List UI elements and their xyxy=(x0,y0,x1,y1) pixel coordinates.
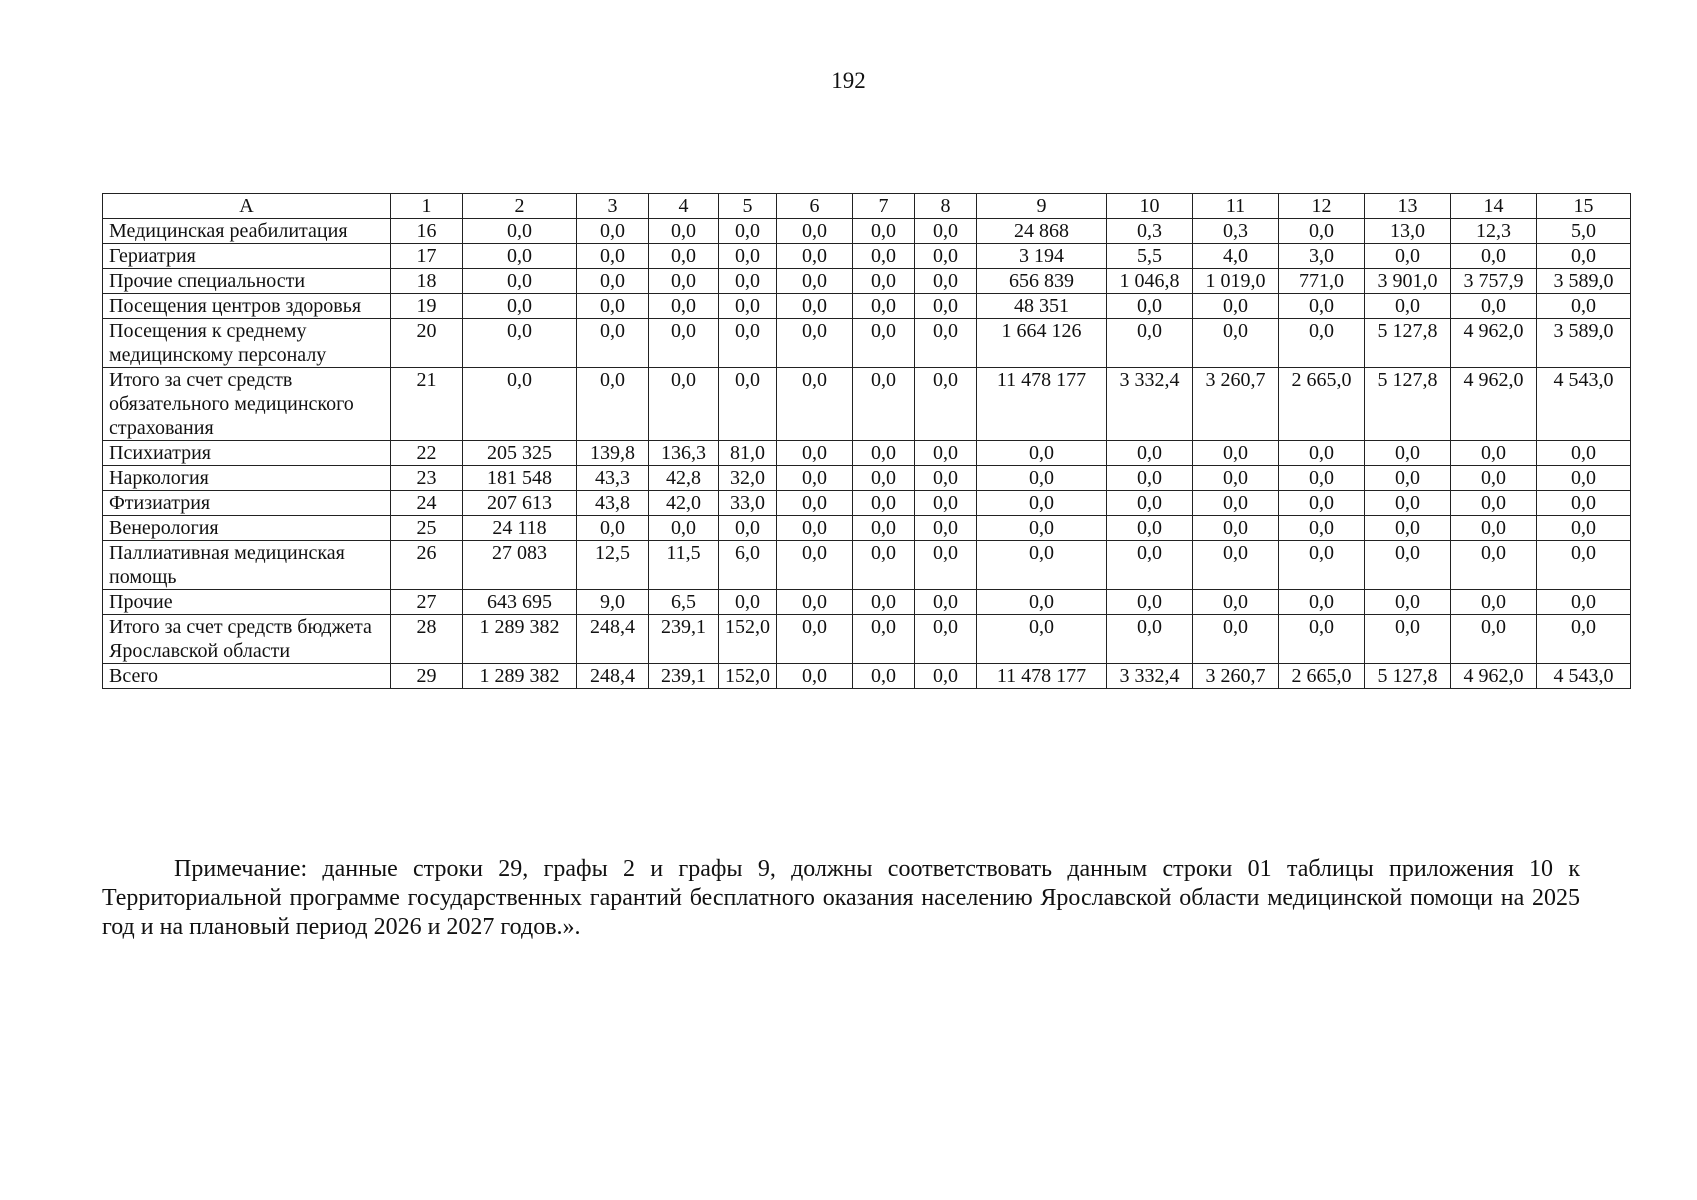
table-cell: 0,0 xyxy=(719,294,777,319)
table-cell: 0,0 xyxy=(1537,516,1631,541)
row-label-cell: Итого за счет средств бюджета Ярославской области xyxy=(103,615,391,664)
table-cell: 3 757,9 xyxy=(1451,269,1537,294)
table-cell: 0,0 xyxy=(853,269,915,294)
table-cell: 12,3 xyxy=(1451,219,1537,244)
table-cell: 15 xyxy=(1537,194,1631,219)
table-row xyxy=(103,269,1631,294)
table-cell: 28 xyxy=(391,615,463,664)
table-cell: 12,5 xyxy=(577,541,649,590)
table-cell: 0,0 xyxy=(777,441,853,466)
table-cell: 3 589,0 xyxy=(1537,319,1631,368)
table-row xyxy=(103,441,1631,466)
table-cell: 0,0 xyxy=(777,294,853,319)
table-row xyxy=(103,516,1631,541)
table-cell: 0,0 xyxy=(649,516,719,541)
table-cell: 0,0 xyxy=(1279,441,1365,466)
table-cell: 0,0 xyxy=(1107,441,1193,466)
table-cell: 0,0 xyxy=(463,219,577,244)
table-cell: 0,0 xyxy=(463,294,577,319)
table-cell: 0,0 xyxy=(915,516,977,541)
table-cell: 0,0 xyxy=(577,319,649,368)
table-cell: 0,0 xyxy=(777,244,853,269)
table-cell: 0,0 xyxy=(1365,441,1451,466)
table-cell: 0,0 xyxy=(649,319,719,368)
table-cell: 1 046,8 xyxy=(1107,269,1193,294)
table-cell: 656 839 xyxy=(977,269,1107,294)
table-cell: 0,0 xyxy=(777,590,853,615)
table-cell: 3 332,4 xyxy=(1107,368,1193,441)
table-cell: 1 xyxy=(391,194,463,219)
table-cell: 0,0 xyxy=(853,319,915,368)
table-cell: 0,0 xyxy=(1451,294,1537,319)
table-cell: 248,4 xyxy=(577,664,649,689)
table-row xyxy=(103,590,1631,615)
table-cell: 0,0 xyxy=(577,244,649,269)
table-cell: 6 xyxy=(777,194,853,219)
table-cell: 0,3 xyxy=(1107,219,1193,244)
table-cell: 771,0 xyxy=(1279,269,1365,294)
table-cell: 4 962,0 xyxy=(1451,319,1537,368)
table-cell: 9,0 xyxy=(577,590,649,615)
table-cell: 17 xyxy=(391,244,463,269)
table-cell: 0,0 xyxy=(1279,590,1365,615)
table-cell: 0,0 xyxy=(915,269,977,294)
row-label-cell: Итого за счет средств обязательного медицинского страхования xyxy=(103,368,391,441)
table-cell: 1 664 126 xyxy=(977,319,1107,368)
table-cell: 3 260,7 xyxy=(1193,664,1279,689)
table-cell: 0,0 xyxy=(853,541,915,590)
table-cell: 24 868 xyxy=(977,219,1107,244)
table-cell: 0,0 xyxy=(719,319,777,368)
row-label-cell: Посещения центров здоровья xyxy=(103,294,391,319)
table-cell: 5 127,8 xyxy=(1365,368,1451,441)
table-cell: 18 xyxy=(391,269,463,294)
table-cell: 27 xyxy=(391,590,463,615)
table-cell: 0,0 xyxy=(977,590,1107,615)
table-cell: 0,0 xyxy=(1451,590,1537,615)
table-cell: 205 325 xyxy=(463,441,577,466)
table-cell: 0,0 xyxy=(777,219,853,244)
table-cell: 181 548 xyxy=(463,466,577,491)
table-cell: 5 xyxy=(719,194,777,219)
table-cell: 5,5 xyxy=(1107,244,1193,269)
table-cell: 24 118 xyxy=(463,516,577,541)
table-cell: 0,0 xyxy=(1107,466,1193,491)
table-cell: 0,0 xyxy=(915,541,977,590)
table-cell: 0,0 xyxy=(649,219,719,244)
table-cell: 0,0 xyxy=(1193,516,1279,541)
table-cell: 0,0 xyxy=(1451,491,1537,516)
table-cell: 0,0 xyxy=(1279,516,1365,541)
table-cell: 0,0 xyxy=(977,466,1107,491)
header-row xyxy=(103,194,1631,219)
table-cell: 0,0 xyxy=(719,219,777,244)
table-cell: 3 xyxy=(577,194,649,219)
table-cell: 2 xyxy=(463,194,577,219)
table-row xyxy=(103,319,1631,368)
table-cell: 3,0 xyxy=(1279,244,1365,269)
table-cell: 152,0 xyxy=(719,664,777,689)
table-cell: 0,0 xyxy=(1193,319,1279,368)
table-cell: 0,0 xyxy=(577,269,649,294)
table-cell: 0,0 xyxy=(1537,615,1631,664)
table-cell: 239,1 xyxy=(649,615,719,664)
table-cell: 152,0 xyxy=(719,615,777,664)
table-cell: 0,0 xyxy=(1193,541,1279,590)
table-cell: 25 xyxy=(391,516,463,541)
table-cell: 0,0 xyxy=(853,294,915,319)
table-cell: 0,0 xyxy=(1107,294,1193,319)
table-cell: 3 901,0 xyxy=(1365,269,1451,294)
table-row xyxy=(103,541,1631,590)
table-cell: 0,0 xyxy=(1193,615,1279,664)
table-cell: 0,0 xyxy=(719,516,777,541)
table-cell: 0,0 xyxy=(649,294,719,319)
table-cell: 5,0 xyxy=(1537,219,1631,244)
table-cell: 0,0 xyxy=(1107,590,1193,615)
table-cell: 0,0 xyxy=(915,294,977,319)
table-cell: 29 xyxy=(391,664,463,689)
table-cell: 0,0 xyxy=(853,516,915,541)
table-cell: 0,0 xyxy=(1279,219,1365,244)
table-cell: 0,0 xyxy=(853,590,915,615)
table-cell: 43,8 xyxy=(577,491,649,516)
table-cell: 0,0 xyxy=(577,294,649,319)
table-cell: 1 019,0 xyxy=(1193,269,1279,294)
table-cell: 0,0 xyxy=(853,368,915,441)
table-cell: 0,0 xyxy=(719,244,777,269)
table-cell: 0,0 xyxy=(915,219,977,244)
table-cell: 48 351 xyxy=(977,294,1107,319)
table-cell: 7 xyxy=(853,194,915,219)
table-row xyxy=(103,466,1631,491)
table-cell: 42,0 xyxy=(649,491,719,516)
row-label-cell: Прочие xyxy=(103,590,391,615)
table-cell: 0,0 xyxy=(1365,491,1451,516)
table-cell: 0,0 xyxy=(853,219,915,244)
table-cell: 12 xyxy=(1279,194,1365,219)
table-cell: 0,0 xyxy=(1365,615,1451,664)
table-row xyxy=(103,294,1631,319)
table-cell: 0,0 xyxy=(977,491,1107,516)
table-cell: 0,0 xyxy=(915,466,977,491)
table-cell: 0,0 xyxy=(977,516,1107,541)
table-cell: 0,0 xyxy=(915,368,977,441)
row-label-cell: Психиатрия xyxy=(103,441,391,466)
table-cell: 10 xyxy=(1107,194,1193,219)
table-cell: 0,0 xyxy=(719,590,777,615)
table-cell: 0,0 xyxy=(719,269,777,294)
table-cell: 43,3 xyxy=(577,466,649,491)
row-label-cell: Всего xyxy=(103,664,391,689)
table-cell: 0,0 xyxy=(777,269,853,294)
table-cell: 0,0 xyxy=(1451,516,1537,541)
table-cell: 0,0 xyxy=(1193,441,1279,466)
table-cell: 0,0 xyxy=(463,368,577,441)
table-cell: 0,0 xyxy=(1365,516,1451,541)
table-cell: 0,0 xyxy=(915,615,977,664)
table-cell: 643 695 xyxy=(463,590,577,615)
table-cell: 23 xyxy=(391,466,463,491)
table-row xyxy=(103,244,1631,269)
table-cell: 0,0 xyxy=(1537,491,1631,516)
table-cell: 0,0 xyxy=(915,590,977,615)
table-cell: 3 260,7 xyxy=(1193,368,1279,441)
table-cell: 21 xyxy=(391,368,463,441)
table-row xyxy=(103,219,1631,244)
table-cell: 4 962,0 xyxy=(1451,664,1537,689)
table-cell: 0,0 xyxy=(853,615,915,664)
table-cell: 0,0 xyxy=(1193,294,1279,319)
table-cell: 0,0 xyxy=(915,664,977,689)
table-cell: 27 083 xyxy=(463,541,577,590)
table-cell: 0,0 xyxy=(1279,615,1365,664)
table-cell: 0,0 xyxy=(1193,590,1279,615)
table-cell: 0,0 xyxy=(777,516,853,541)
table-cell: 0,0 xyxy=(1365,541,1451,590)
table-cell: 0,0 xyxy=(649,269,719,294)
table-cell: 0,0 xyxy=(1279,294,1365,319)
table-cell: 0,0 xyxy=(977,441,1107,466)
table-cell: 3 589,0 xyxy=(1537,269,1631,294)
table-cell: 0,0 xyxy=(777,466,853,491)
table-cell: 14 xyxy=(1451,194,1537,219)
table-cell: 4,0 xyxy=(1193,244,1279,269)
table-cell: 0,0 xyxy=(577,368,649,441)
table-cell: 0,0 xyxy=(853,244,915,269)
table-cell: 0,0 xyxy=(1365,466,1451,491)
table-cell: 0,0 xyxy=(463,319,577,368)
table-cell: 0,0 xyxy=(977,615,1107,664)
table-cell: 2 665,0 xyxy=(1279,664,1365,689)
table-cell: 0,0 xyxy=(853,466,915,491)
table-cell: 13 xyxy=(1365,194,1451,219)
table-cell: 13,0 xyxy=(1365,219,1451,244)
table-cell: 0,0 xyxy=(1193,491,1279,516)
table-cell: 4 543,0 xyxy=(1537,664,1631,689)
table-cell: 0,0 xyxy=(777,319,853,368)
note-paragraph: Примечание: данные строки 29, графы 2 и графы 9, должны соответствовать данным строки 01 таблицы приложения 10 к Территориальной программе государственных гарантий бесплатного оказания населению Ярославской области медицинской помощи на 2025 год и на плановый период 2026 и 2027 годов.». xyxy=(102,856,1580,940)
table-cell: 9 xyxy=(977,194,1107,219)
table-cell: 0,0 xyxy=(1537,441,1631,466)
table-cell: 22 xyxy=(391,441,463,466)
row-label-cell: Медицинская реабилитация xyxy=(103,219,391,244)
table-cell: 11 478 177 xyxy=(977,368,1107,441)
table-cell: 0,0 xyxy=(1365,294,1451,319)
table-cell: 248,4 xyxy=(577,615,649,664)
row-label-cell: Гериатрия xyxy=(103,244,391,269)
table-cell: 0,0 xyxy=(1451,244,1537,269)
table-cell: 0,0 xyxy=(1537,590,1631,615)
table-cell: 0,0 xyxy=(1365,590,1451,615)
table-cell: 11 xyxy=(1193,194,1279,219)
table-cell: 0,0 xyxy=(1451,541,1537,590)
table-cell: 81,0 xyxy=(719,441,777,466)
table-cell: 0,0 xyxy=(1451,441,1537,466)
table-cell: 0,0 xyxy=(915,441,977,466)
table-cell: 0,0 xyxy=(777,664,853,689)
row-label-cell: Фтизиатрия xyxy=(103,491,391,516)
row-label-cell: А xyxy=(103,194,391,219)
table-cell: 0,0 xyxy=(577,516,649,541)
row-label-cell: Посещения к среднему медицинскому персоналу xyxy=(103,319,391,368)
table-row xyxy=(103,491,1631,516)
table-cell: 0,0 xyxy=(1193,466,1279,491)
table-cell: 139,8 xyxy=(577,441,649,466)
table-cell: 0,0 xyxy=(915,244,977,269)
table-cell: 4 543,0 xyxy=(1537,368,1631,441)
table-cell: 0,0 xyxy=(577,219,649,244)
table-row xyxy=(103,615,1631,664)
table-cell: 11 478 177 xyxy=(977,664,1107,689)
table-cell: 0,0 xyxy=(853,441,915,466)
table-cell: 3 194 xyxy=(977,244,1107,269)
table-cell: 0,0 xyxy=(1107,491,1193,516)
table-cell: 0,0 xyxy=(649,368,719,441)
table-cell: 0,0 xyxy=(1107,541,1193,590)
table-cell: 0,0 xyxy=(1279,466,1365,491)
table-cell: 5 127,8 xyxy=(1365,319,1451,368)
table-cell: 0,0 xyxy=(463,244,577,269)
table-cell: 0,3 xyxy=(1193,219,1279,244)
table-cell: 5 127,8 xyxy=(1365,664,1451,689)
table-cell: 0,0 xyxy=(1537,244,1631,269)
table-cell: 0,0 xyxy=(719,368,777,441)
table-cell: 0,0 xyxy=(1107,615,1193,664)
table-cell: 0,0 xyxy=(853,664,915,689)
table-cell: 32,0 xyxy=(719,466,777,491)
table-cell: 3 332,4 xyxy=(1107,664,1193,689)
table-row xyxy=(103,368,1631,441)
table-cell: 4 962,0 xyxy=(1451,368,1537,441)
table-cell: 0,0 xyxy=(1537,541,1631,590)
table-cell: 16 xyxy=(391,219,463,244)
table-cell: 0,0 xyxy=(977,541,1107,590)
table-cell: 0,0 xyxy=(915,491,977,516)
table-cell: 0,0 xyxy=(649,244,719,269)
table-cell: 2 665,0 xyxy=(1279,368,1365,441)
table-cell: 0,0 xyxy=(777,541,853,590)
table-cell: 0,0 xyxy=(1451,466,1537,491)
data-table xyxy=(102,193,1631,689)
table-cell: 0,0 xyxy=(463,269,577,294)
table-cell: 0,0 xyxy=(1107,516,1193,541)
table-cell: 1 289 382 xyxy=(463,664,577,689)
table-row xyxy=(103,664,1631,689)
row-label-cell: Венерология xyxy=(103,516,391,541)
table-cell: 6,0 xyxy=(719,541,777,590)
table-cell: 20 xyxy=(391,319,463,368)
table-cell: 11,5 xyxy=(649,541,719,590)
table-cell: 19 xyxy=(391,294,463,319)
row-label-cell: Прочие специальности xyxy=(103,269,391,294)
table-cell: 0,0 xyxy=(1365,244,1451,269)
table-cell: 136,3 xyxy=(649,441,719,466)
table-cell: 0,0 xyxy=(777,368,853,441)
row-label-cell: Наркология xyxy=(103,466,391,491)
table-cell: 0,0 xyxy=(1279,491,1365,516)
table-cell: 0,0 xyxy=(1279,541,1365,590)
table-cell: 207 613 xyxy=(463,491,577,516)
row-label-cell: Паллиативная медицинская помощь xyxy=(103,541,391,590)
table-cell: 0,0 xyxy=(777,615,853,664)
table-cell: 6,5 xyxy=(649,590,719,615)
page-number: 192 xyxy=(831,68,866,93)
table-cell: 4 xyxy=(649,194,719,219)
table-cell: 26 xyxy=(391,541,463,590)
table-cell: 0,0 xyxy=(915,319,977,368)
table-cell: 0,0 xyxy=(1451,615,1537,664)
table-cell: 0,0 xyxy=(1107,319,1193,368)
table-cell: 0,0 xyxy=(1537,466,1631,491)
table-cell: 24 xyxy=(391,491,463,516)
table-cell: 0,0 xyxy=(853,491,915,516)
table-cell: 0,0 xyxy=(1537,294,1631,319)
table-cell: 239,1 xyxy=(649,664,719,689)
table-cell: 8 xyxy=(915,194,977,219)
table-cell: 1 289 382 xyxy=(463,615,577,664)
table-cell: 0,0 xyxy=(777,491,853,516)
table-cell: 42,8 xyxy=(649,466,719,491)
table-cell: 33,0 xyxy=(719,491,777,516)
table-cell: 0,0 xyxy=(1279,319,1365,368)
